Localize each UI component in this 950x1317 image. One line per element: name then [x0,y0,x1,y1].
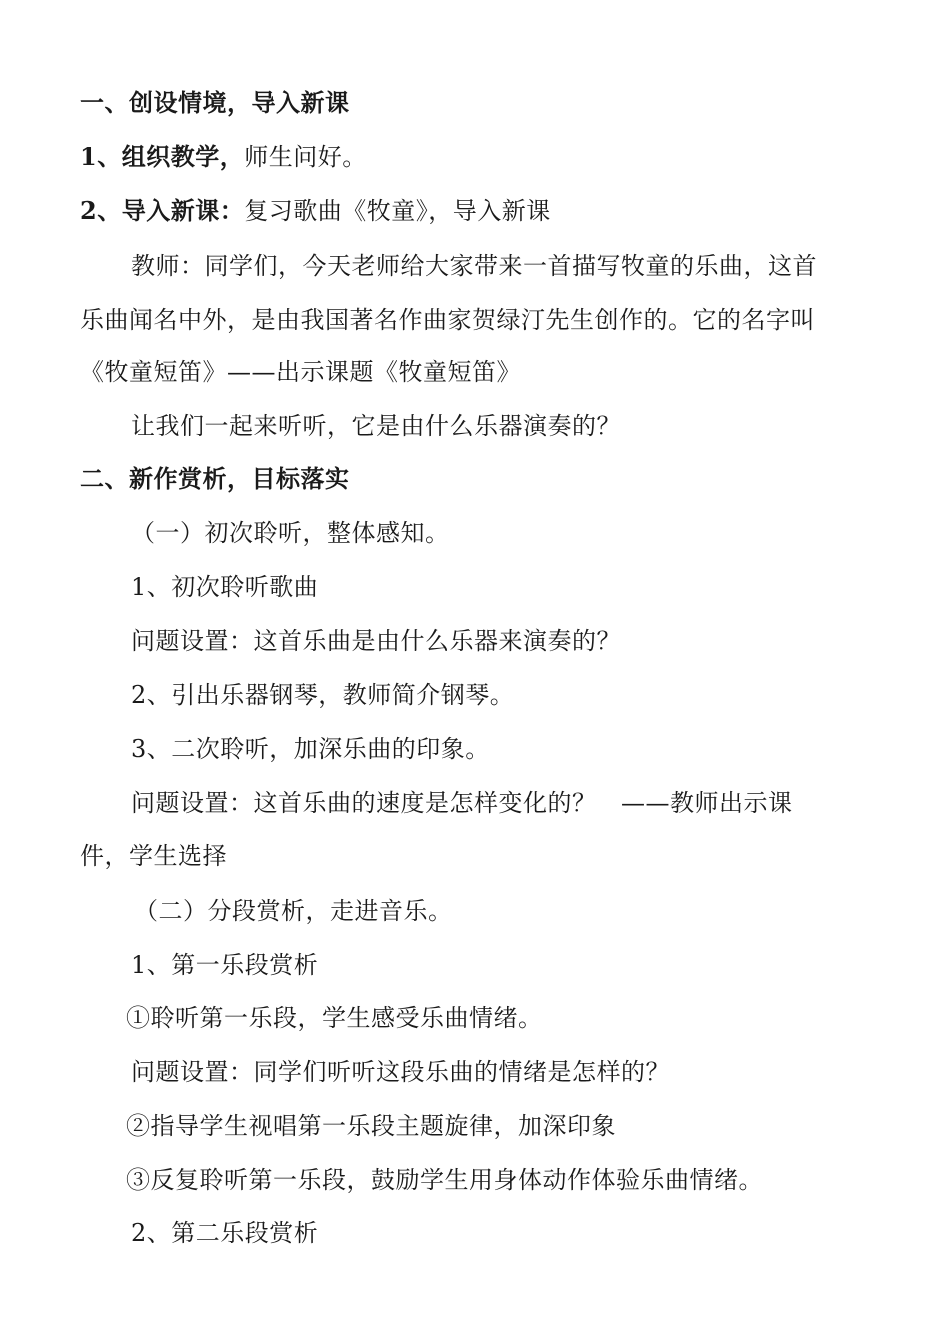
step-intro-label: 2、导入新课： [80,196,245,225]
step-organize-label: 1、组织教学， [80,142,245,171]
item-first-listen: 1、初次聆听歌曲 [131,573,319,601]
section-heading-2: 二、新作赏析，目标落实 [80,464,350,493]
question-speed-line-2: 件，学生选择 [80,842,227,870]
step-sing-melody: ②指导学生视唱第一乐段主题旋律，加深印象 [126,1112,616,1140]
item-first-segment: 1、第一乐段赏析 [131,951,319,979]
step-listen-first-segment: ①聆听第一乐段，学生感受乐曲情绪。 [126,1004,543,1032]
question-speed-line-1: 问题设置：这首乐曲的速度是怎样变化的？ ——教师出示课 [131,789,793,817]
teacher-paragraph-line-1: 教师：同学们，今天老师给大家带来一首描写牧童的乐曲，这首 [131,252,817,280]
item-piano: 2、引出乐器钢琴，教师简介钢琴。 [131,681,515,709]
item-second-segment: 2、第二乐段赏析 [131,1219,319,1247]
step-organize [80,142,367,172]
listen-prompt: 让我们一起来听听，它是由什么乐器演奏的？ [131,412,621,440]
step-organize-text: 师生问好。 [244,143,367,171]
teacher-paragraph-line-3: 《牧童短笛》——出示课题《牧童短笛》 [80,358,521,386]
teacher-paragraph-line-2: 乐曲闻名中外，是由我国著名作曲家贺绿汀先生创作的。它的名字叫 [80,306,815,334]
step-intro [80,196,551,226]
section-heading-1: 一、创设情境，导入新课 [80,88,350,117]
question-mood: 问题设置：同学们听听这段乐曲的情绪是怎样的？ [131,1058,670,1086]
step-intro-text: 复习歌曲《牧童》，导入新课 [244,197,551,225]
step-body-movement: ③反复聆听第一乐段，鼓励学生用身体动作体验乐曲情绪。 [126,1166,763,1194]
item-second-listen: 3、二次聆听，加深乐曲的印象。 [131,735,490,763]
subsection-segment-analysis: （二）分段赏析，走进音乐。 [134,897,453,925]
subsection-first-listen: （一）初次聆听，整体感知。 [131,519,450,547]
question-instrument: 问题设置：这首乐曲是由什么乐器来演奏的？ [131,627,621,655]
